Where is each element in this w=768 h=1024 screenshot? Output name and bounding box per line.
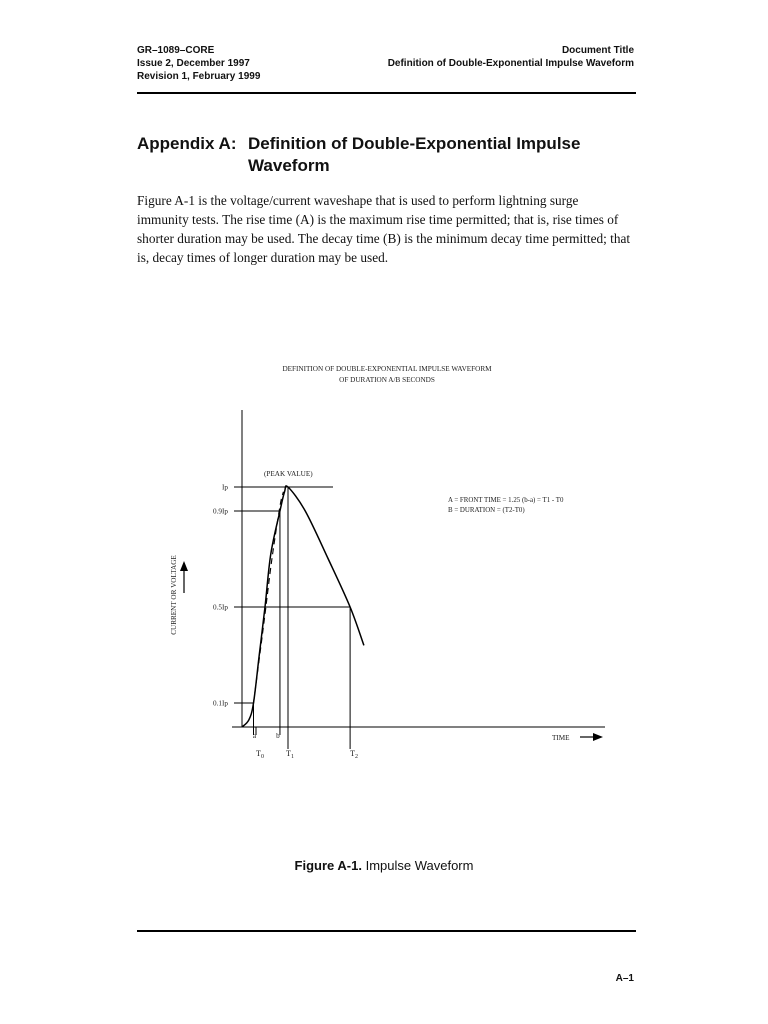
x-time-label: $T_1$ — [286, 749, 294, 760]
x-time-label: $T_0$ — [256, 749, 264, 760]
header-left — [137, 44, 260, 83]
page-number: A–1 — [615, 973, 634, 984]
y-level-label: Ip — [222, 483, 228, 492]
y-level-label: 0.5Ip — [213, 603, 228, 612]
doc-title-label: Document Title — [561, 45, 634, 56]
peak-value-label: (PEAK VALUE) — [264, 470, 313, 478]
body-paragraph: Figure A-1 is the voltage/current waveshape that is used to perform lightning surge immunity tests. The rise time (A) is the maximum rise time permitted; that is, rise times of shorter duration may be used. The decay time (B) is the minimum decay time permitted; that is, decay times of longer duration may be used. — [137, 193, 631, 265]
doc-id: GR–1089–CORE — [137, 45, 215, 56]
x-time-label: $T_2$ — [350, 749, 359, 760]
x-axis-arrow-head — [593, 733, 603, 741]
x-mark-b: b — [276, 732, 280, 740]
revision-date: Revision 1, February 1999 — [137, 71, 261, 82]
appendix-title-line2: Waveform — [248, 156, 330, 175]
legend-entry: B = DURATION = (T2-T0) — [448, 507, 525, 514]
y-axis-label: CURRENT OR VOLTAGE — [170, 555, 178, 635]
x-axis-label: TIME — [552, 734, 570, 742]
y-level-label: 0.1Ip — [213, 699, 228, 708]
figure-caption-text: Impulse Waveform — [365, 858, 474, 873]
figure-caption — [0, 858, 768, 873]
chart-subtitle: OF DURATION A/B SECONDS — [339, 376, 435, 384]
x-mark-a: a — [252, 732, 257, 740]
doc-title: Definition of Double-Exponential Impulse Waveform — [387, 58, 634, 69]
issue-date: Issue 2, December 1997 — [137, 58, 250, 69]
header-right — [388, 44, 634, 70]
y-level-label: 0.9Ip — [213, 507, 228, 516]
appendix-title — [137, 133, 657, 177]
impulse-waveform-chart — [150, 355, 620, 775]
impulse-waveform-line — [242, 486, 364, 727]
legend-entry: A = FRONT TIME = 1.25 (b-a) = T1 - T0 — [448, 497, 564, 504]
header-rule — [137, 92, 636, 94]
footer-rule — [137, 930, 636, 932]
appendix-title-line1: Definition of Double-Exponential Impulse — [248, 134, 581, 153]
chart-title: DEFINITION OF DOUBLE-EXPONENTIAL IMPULSE WAVEFORM — [282, 365, 492, 373]
figure-number: Figure A-1. — [294, 858, 362, 873]
appendix-label: Appendix A: — [137, 134, 237, 153]
y-axis-arrow-head — [180, 561, 188, 571]
dashed-front-line — [254, 492, 284, 703]
